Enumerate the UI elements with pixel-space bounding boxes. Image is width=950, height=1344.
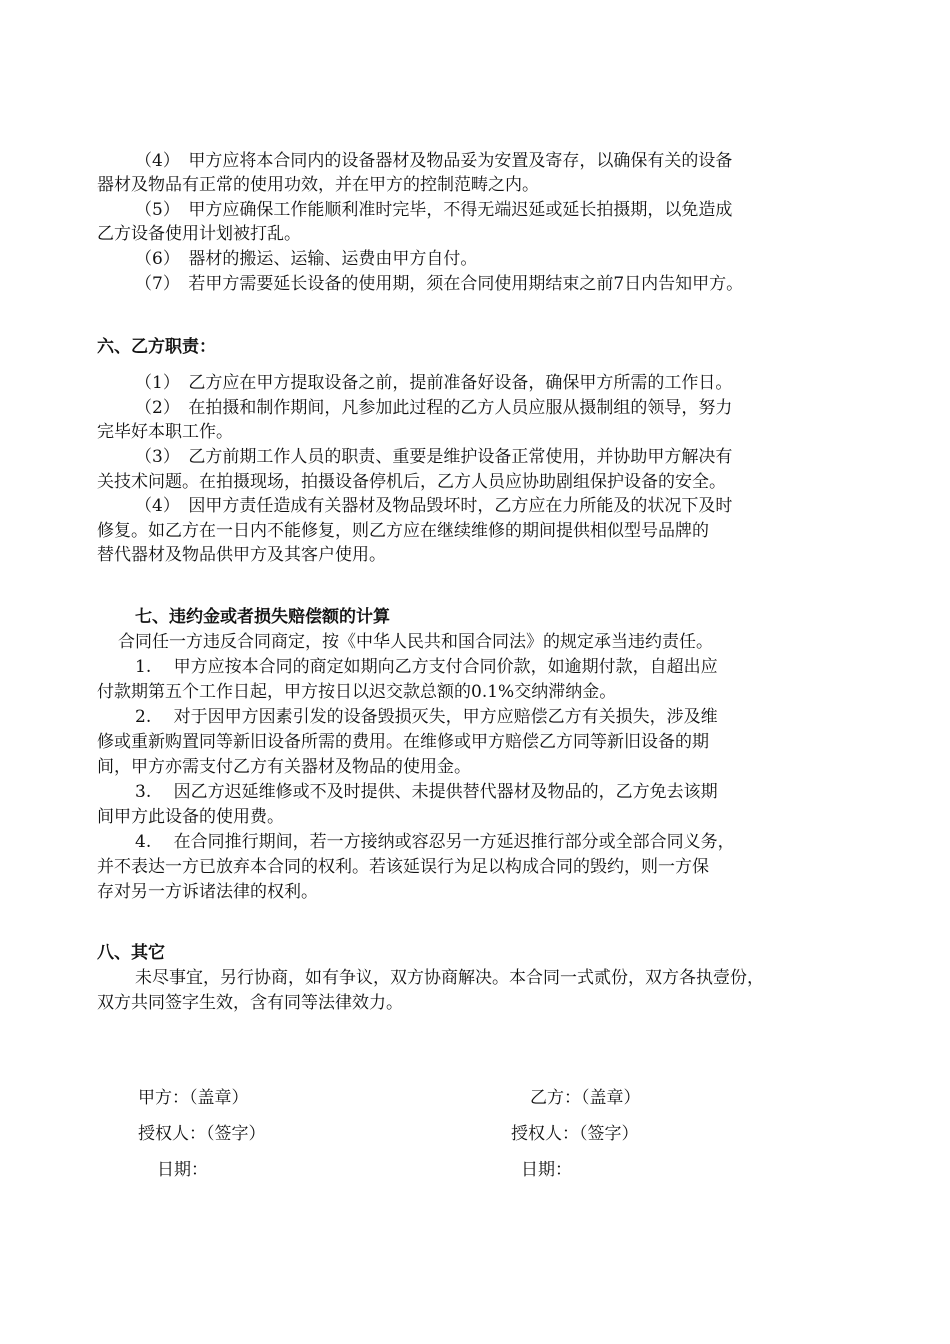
s5-item4-line2: 器材及物品有正常的使用功效，并在甲方的控制范畴之内。 [97, 175, 539, 195]
s6-item2-line1: （2） 在拍摄和制作期间，凡参加此过程的乙方人员应服从摄制组的领导，努力 [135, 398, 733, 418]
s7-item1-line2: 付款期第五个工作日起，甲方按日以迟交款总额的0.1%交纳滞纳金。 [97, 682, 617, 702]
s7-item1-line1: 1. 甲方应按本合同的商定如期向乙方支付合同价款，如逾期付款，自超出应 [135, 657, 718, 677]
section7-title: 七、违约金或者损失赔偿额的计算 [135, 607, 390, 627]
s8-line2: 双方共同签字生效，含有同等法律效力。 [97, 993, 403, 1013]
s6-item1-line1: （1） 乙方应在甲方提取设备之前，提前准备好设备，确保甲方所需的工作日。 [135, 373, 733, 393]
s6-item2-line2: 完毕好本职工作。 [97, 422, 233, 442]
party-b-seal: 乙方：（盖章） [530, 1088, 641, 1108]
s6-item4-line2: 修复。如乙方在一日内不能修复，则乙方应在继续维修的期间提供相似型号品牌的 [97, 521, 709, 541]
s8-line1: 未尽事宜，另行协商，如有争议，双方协商解决。本合同一式贰份，双方各执壹份， [135, 968, 764, 988]
party-b-authorized: 授权人：（签字） [511, 1124, 639, 1144]
s7-item3-line2: 间甲方此设备的使用费。 [97, 807, 284, 827]
s6-item3-line1: （3） 乙方前期工作人员的职责、重要是维护设备正常使用，并协助甲方解决有 [135, 447, 733, 467]
s6-item4-line3: 替代器材及物品供甲方及其客户使用。 [97, 545, 386, 565]
s7-item3-line1: 3. 因乙方迟延维修或不及时提供、未提供替代器材及物品的，乙方免去该期 [135, 782, 718, 802]
s5-item4-line1: （4） 甲方应将本合同内的设备器材及物品妥为安置及寄存，以确保有关的设备 [135, 151, 733, 171]
s7-item4-line3: 存对另一方诉诸法律的权利。 [97, 882, 318, 902]
party-a-authorized: 授权人：（签字） [138, 1124, 266, 1144]
s7-item2-line3: 间，甲方亦需支付乙方有关器材及物品的使用金。 [97, 757, 471, 777]
section6-title: 六、乙方职责： [97, 337, 216, 357]
s5-item5-line1: （5） 甲方应确保工作能顺利准时完毕，不得无端迟延或延长拍摄期，以免造成 [135, 200, 733, 220]
s5-item6-line1: （6） 器材的搬运、运输、运费由甲方自付。 [135, 249, 478, 269]
s6-item3-line2: 关技术问题。在拍摄现场，拍摄设备停机后，乙方人员应协助剧组保护设备的安全。 [97, 472, 726, 492]
s7-item2-line2: 修或重新购置同等新旧设备所需的费用。在维修或甲方赔偿乙方同等新旧设备的期 [97, 732, 709, 752]
party-a-seal: 甲方：（盖章） [138, 1088, 249, 1108]
section8-title: 八、其它 [97, 943, 165, 963]
s7-item4-line2: 并不表达一方已放弃本合同的权利。若该延误行为足以构成合同的毁约，则一方保 [97, 857, 709, 877]
party-a-date: 日期： [157, 1160, 208, 1180]
s7-intro: 合同任一方违反合同商定，按《中华人民共和国合同法》的规定承当违约责任。 [118, 632, 713, 652]
s7-item4-line1: 4. 在合同推行期间，若一方接纳或容忍另一方延迟推行部分或全部合同义务， [135, 832, 735, 852]
party-b-date: 日期： [521, 1160, 572, 1180]
s5-item7-line1: （7） 若甲方需要延长设备的使用期，须在合同使用期结束之前7日内告知甲方。 [135, 274, 744, 294]
s6-item4-line1: （4） 因甲方责任造成有关器材及物品毁坏时，乙方应在力所能及的状况下及时 [135, 496, 733, 516]
s5-item5-line2: 乙方设备使用计划被打乱。 [97, 224, 301, 244]
s7-item2-line1: 2. 对于因甲方因素引发的设备毁损灭失，甲方应赔偿乙方有关损失，涉及维 [135, 707, 718, 727]
